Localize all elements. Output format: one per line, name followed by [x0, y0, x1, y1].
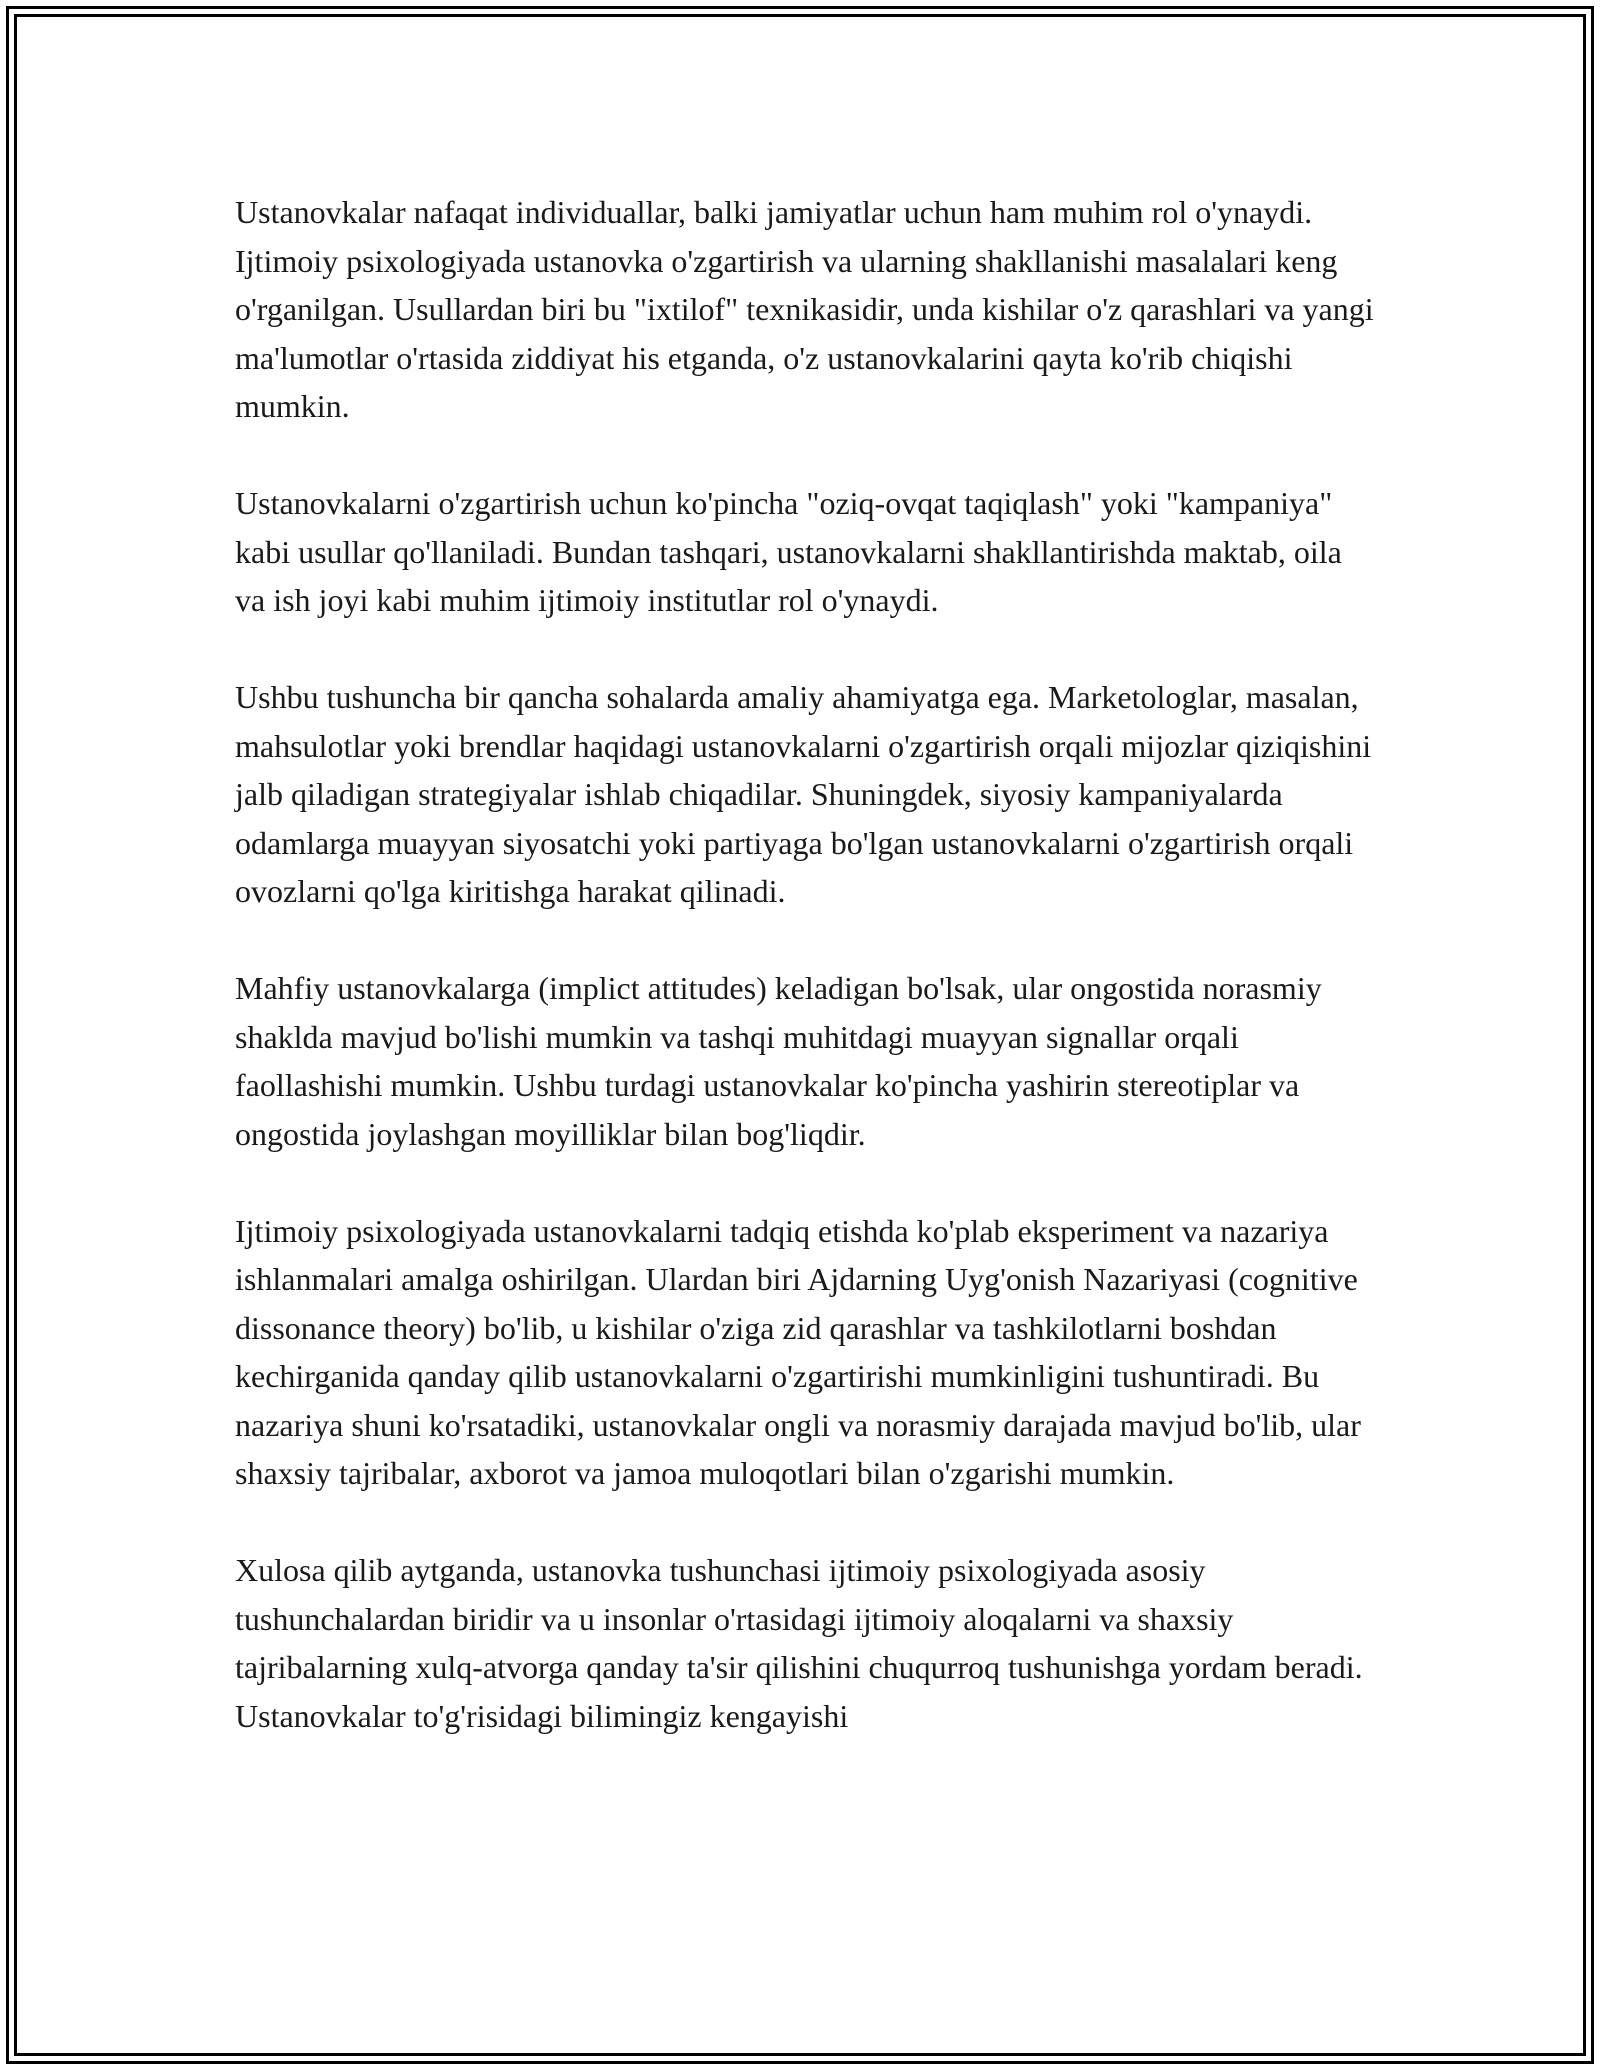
paragraph-1: Ustanovkalar nafaqat individuallar, balki jamiyatlar uchun ham muhim rol o'ynaydi. Ijtimoiy psixologiyada ustanovka o'zgartirish va ularning shakllanishi masalalari keng o'rganilgan. Usullardan biri bu "ixtilof" texnikasidir, unda kishilar o'z qarashlari va yangi ma'lumotlar o'rtasida ziddiyat his etganda, o'z ustanovkalarini qayta ko'rib chiqishi mumkin.	[235, 194, 1374, 424]
paragraph-2: Ustanovkalarni o'zgartirish uchun ko'pincha "oziq-ovqat taqiqlash" yoki "kampaniya" kabi usullar qo'llaniladi. Bundan tashqari, ustanovkalarni shakllantirishda maktab, oila va ish joyi kabi muhim ijtimoiy institutlar rol o'ynaydi.	[235, 485, 1342, 618]
paragraph-4: Mahfiy ustanovkalarga (implict attitudes) keladigan bo'lsak, ular ongostida norasmiy shakldа mavjud bo'lishi mumkin va tashqi muhitdagi muayyan signallar orqali faollashishi mumkin. Ushbu turdagi ustanovkalar ko'pincha yashirin stereotiplar va ongostida joylashgan moyilliklar bilan bog'liqdir.	[235, 970, 1322, 1152]
document-body	[235, 188, 1375, 1789]
paragraph-6: Xulosa qilib aytganda, ustanovka tushunchasi ijtimoiy psixologiyada asosiy tushunchalardan biridir va u insonlar o'rtasidagi ijtimoiy aloqalarni va shaxsiy tajribalarning xulq-atvorga qanday ta'sir qilishini chuqurroq tushunishga yordam beradi. Ustanovkalar to'g'risidagi bilimingiz kengayishi	[235, 1552, 1363, 1734]
paragraph-3: Ushbu tushuncha bir qancha sohalarda amaliy ahamiyatga ega. Marketologlar, masalan, mahsulotlar yoki brendlar haqidagi ustanovkalarni o'zgartirish orqali mijozlar qiziqishini jalb qiladigan strategiyalar ishlab chiqadilar. Shuningdek, siyosiy kampaniyalarda odamlarga muayyan siyosatchi yoki partiyaga bo'lgan ustanovkalarni o'zgartirish orqali ovozlarni qo'lga kiritishga harakat qilinadi.	[235, 679, 1372, 909]
paragraph-5: Ijtimoiy psixologiyada ustanovkalarni tadqiq etishda ko'plab eksperiment va nazariya ishlanmalari amalga oshirilgan. Ulardan biri Ajdarning Uyg'onish Nazariyasi (cognitive dissonance theory) bo'lib, u kishilar o'ziga zid qarashlar va tashkilotlarni boshdan kechirganida qanday qilib ustanovkalarni o'zgartirishi mumkinligini tushuntiradi. Bu nazariya shuni ko'rsatadiki, ustanovkalar ongli va norasmiy darajada mavjud bo'lib, ular shaxsiy tajribalar, axborot va jamoa muloqotlari bilan o'zgarishi mumkin.	[235, 1212, 1361, 1491]
